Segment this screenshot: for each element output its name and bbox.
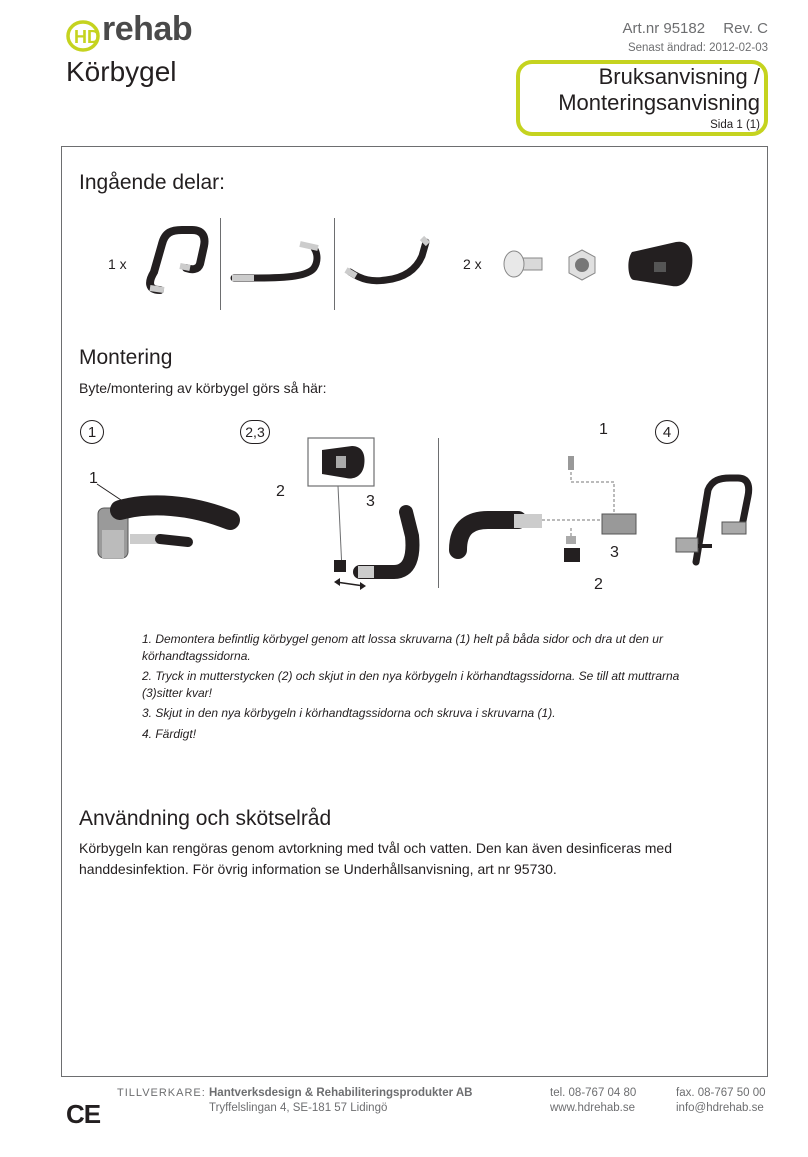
step-1-badge: 1 (80, 420, 104, 444)
revision-text: Rev. C (723, 20, 768, 37)
doc-type-line2: Monteringsanvisning (558, 90, 760, 115)
instruction-step-3: 3. Skjut in den nya körbygeln i körhandtagssidorna och skruva i skruvarna (1). (142, 706, 556, 720)
doc-type-line1: Bruksanvisning / (598, 64, 760, 89)
screw-icon (500, 248, 544, 280)
callout-step23-nut: 3 (366, 493, 375, 510)
parts-heading: Ingående delar: (79, 171, 225, 194)
callout-step3-screw: 1 (599, 421, 608, 438)
callout-step3-nut: 3 (610, 544, 619, 561)
callout-step1-screw: 1 (89, 470, 98, 487)
parts-divider-2 (334, 218, 335, 310)
usage-heading: Användning och skötselråd (79, 807, 332, 830)
instruction-step-1: 1. Demontera befintlig körbygel genom att lossa skruvarna (1) helt på båda sidor och dra ut den ur körhandtagssidorna. (142, 632, 663, 663)
step-3-illustration (448, 440, 648, 590)
last-changed-date: Senast ändrad: 2012-02-03 (627, 42, 768, 54)
phone-number: tel. 08-767 04 80 (550, 1087, 637, 1099)
email-link[interactable]: info@hdrehab.se (676, 1102, 764, 1114)
qty-fasteners: 2 x (463, 256, 482, 272)
page-number: Sida 1 (1) (710, 119, 760, 131)
art-nr-text: Art.nr 95182 (622, 20, 706, 37)
callout-line (95, 482, 125, 504)
steps-divider (438, 438, 439, 588)
instruction-step-2: 2. Tryck in mutterstycken (2) och skjut in den nya körbygeln i körhandtagssidorna. Se till att muttrarna (3)sitter kvar! (142, 669, 680, 700)
usage-text: Körbygeln kan rengöras genom avtorkning med tvål och vatten. Den kan även desinficeras med handdesinfektion. För övrig information se Underhållsanvisning, art nr 95730. (79, 840, 673, 877)
handlebar-side-image (228, 232, 328, 292)
step-4-illustration (668, 470, 758, 570)
instructions-list (142, 631, 682, 746)
qty-handlebar: 1 x (108, 256, 127, 272)
assembly-heading: Montering (79, 346, 173, 369)
handlebar-front-image (130, 222, 215, 297)
website-link[interactable]: www.hdrehab.se (550, 1102, 636, 1114)
instruction-step-4: 4. Färdigt! (142, 726, 197, 741)
step-2-3-illustration (290, 436, 440, 596)
nut-icon (565, 248, 599, 282)
company-address: Tryffelslingan 4, SE-181 57 Lidingö (209, 1102, 388, 1114)
article-number (623, 20, 768, 37)
handlebar-top-image (342, 232, 437, 292)
fax-number: fax. 08-767 50 00 (676, 1087, 766, 1099)
callout-step3-nut-holder: 2 (594, 576, 603, 593)
parts-divider-1 (220, 218, 221, 310)
nut-holder-icon (626, 236, 696, 292)
company-name: Hantverksdesign & Rehabiliteringsprodukter AB (209, 1087, 473, 1099)
callout-step23-nut-holder: 2 (276, 483, 285, 500)
manufacturer-label: TILLVERKARE: (117, 1087, 206, 1099)
assembly-intro: Byte/montering av körbygel görs så här: (79, 380, 327, 396)
logo-text: rehab (102, 10, 193, 48)
logo-mark: HD (74, 27, 100, 47)
product-name: Körbygel (66, 56, 177, 87)
ce-mark: CE (66, 1099, 101, 1129)
step-4-badge: 4 (655, 420, 679, 444)
step-2-3-badge: 2,3 (240, 420, 270, 444)
